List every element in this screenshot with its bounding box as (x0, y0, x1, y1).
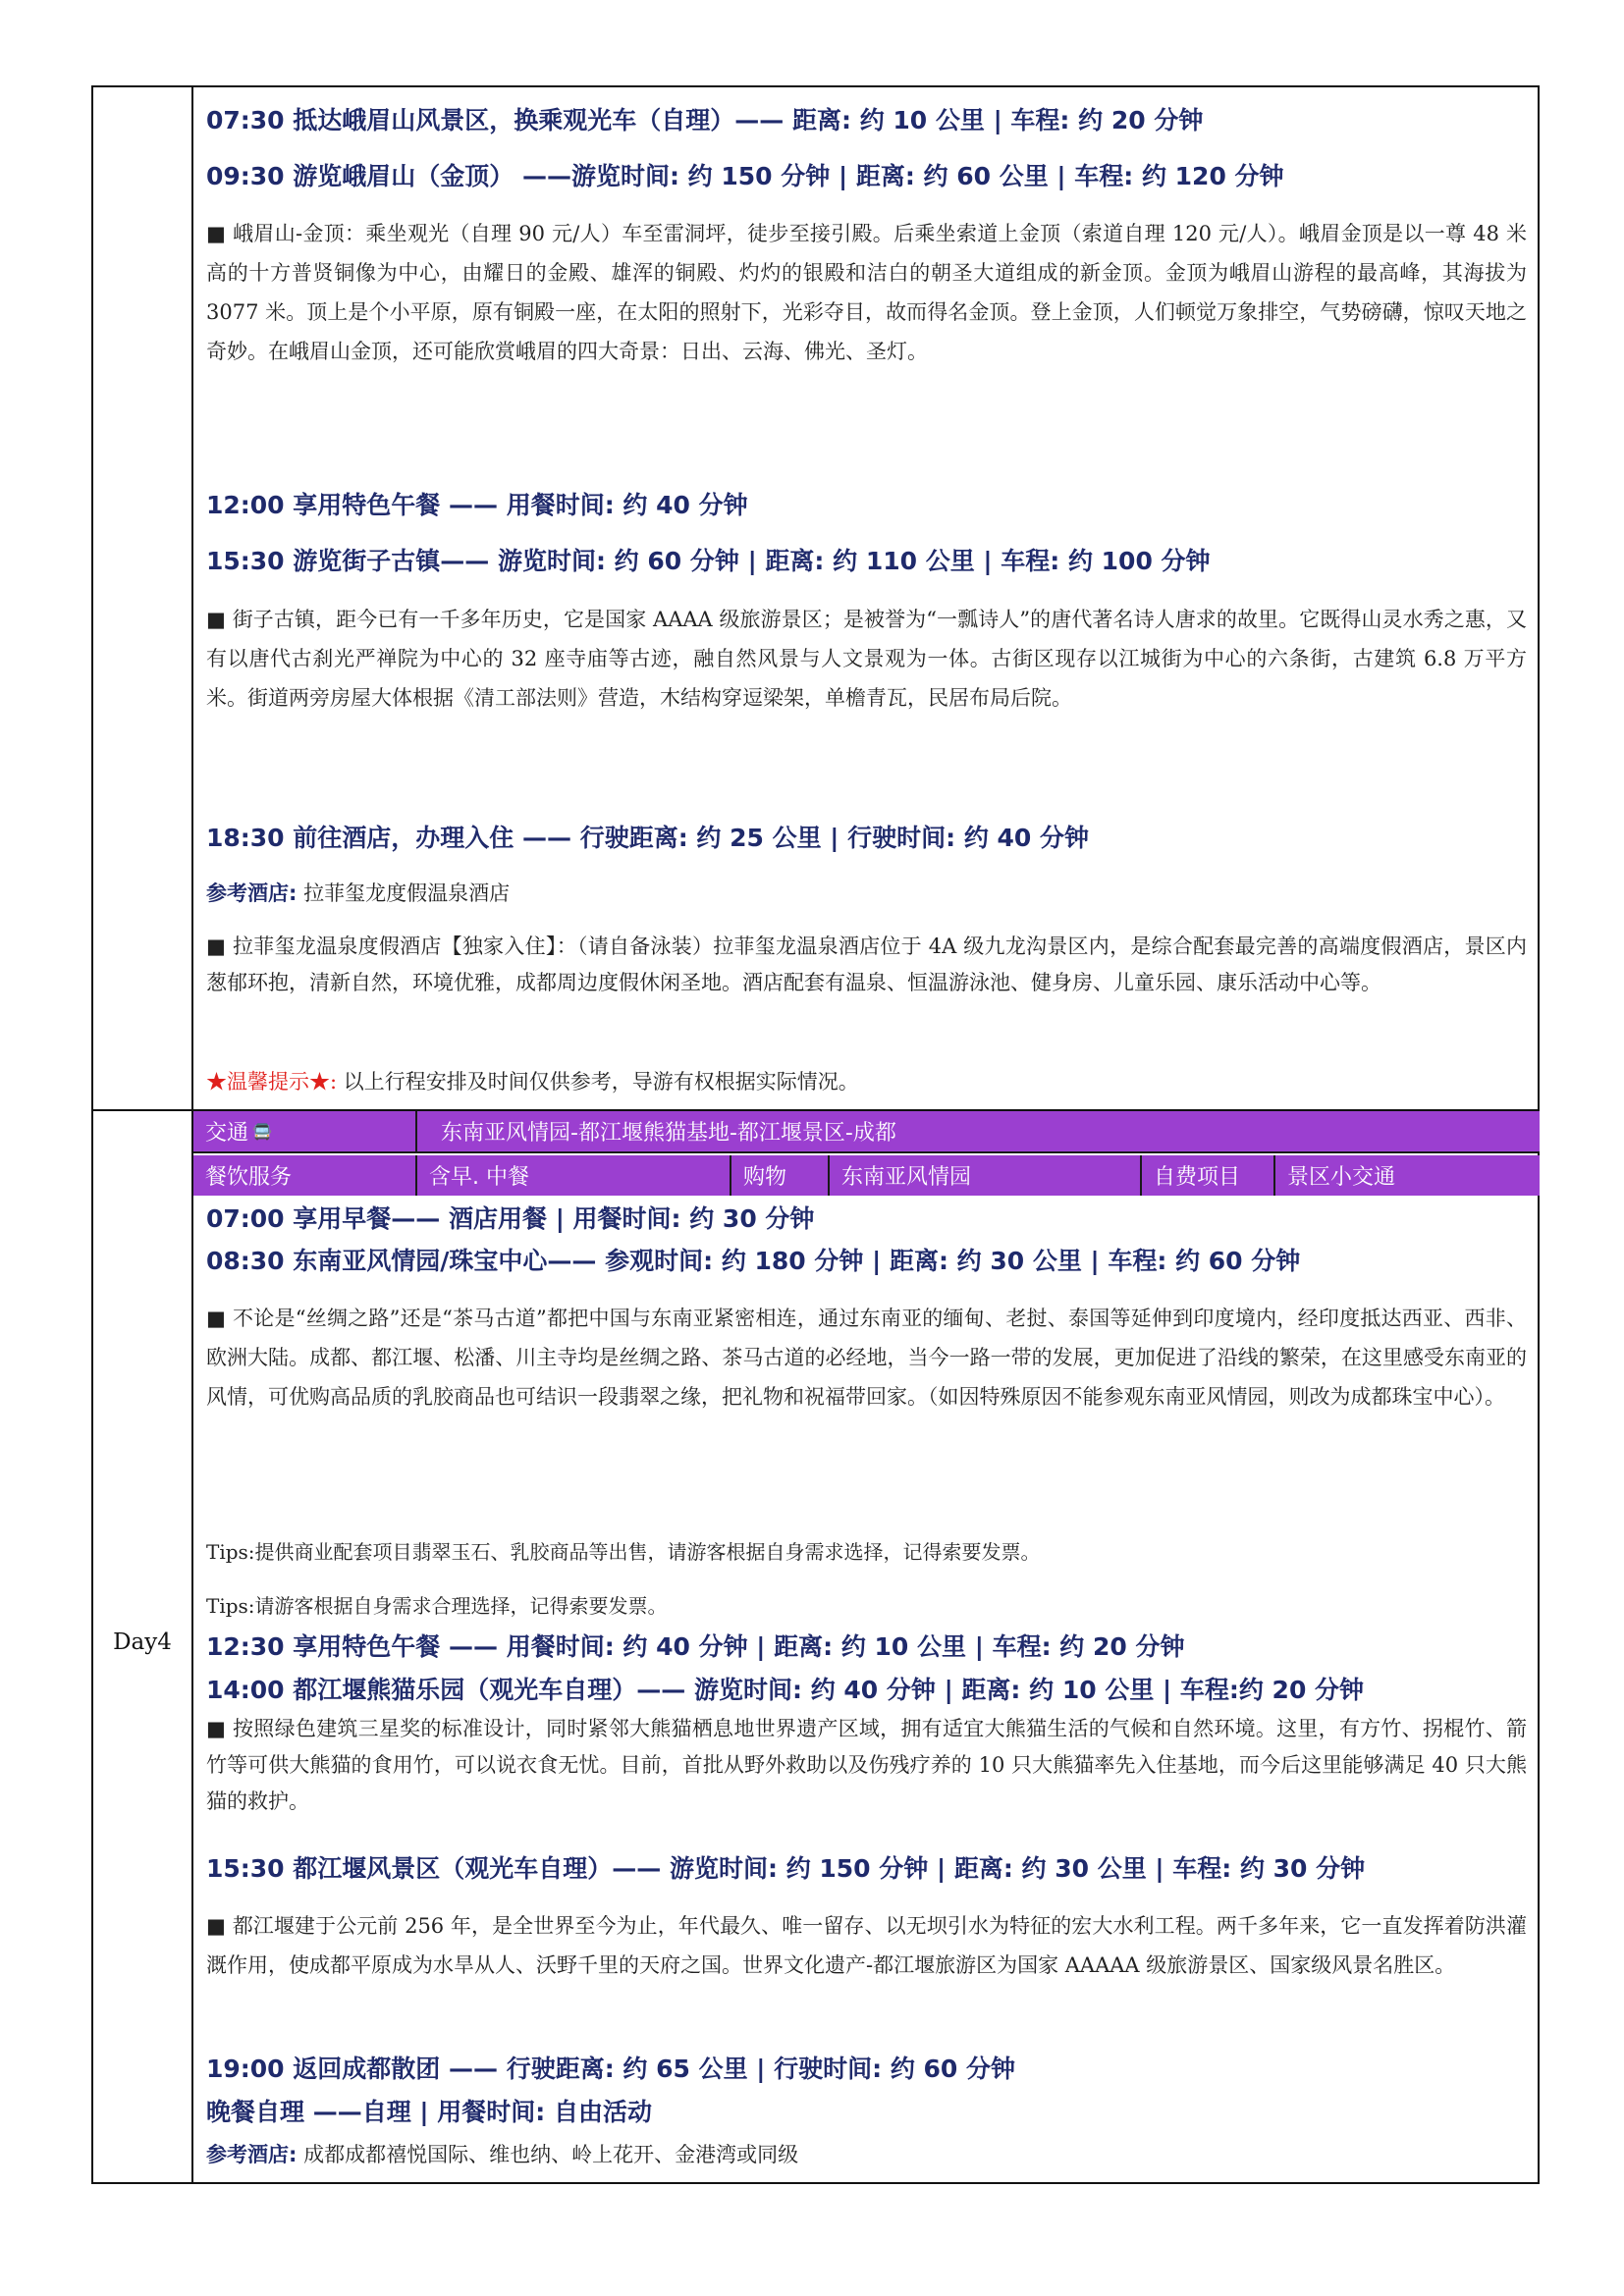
bullet-square-icon: ■ (206, 1717, 227, 1740)
service-row (193, 1155, 1540, 1196)
schedule-heading: 14:00 都江堰熊猫乐园（观光车自理）—— 游览时间: 约 40 分钟 | 距离: 约 10 公里 | 车程:约 20 分钟 (206, 1676, 1365, 1704)
meal-value-cell: 含早. 中餐 (417, 1155, 731, 1196)
hotel-label: 参考酒店: (206, 881, 298, 905)
warm-tip-label: ★温馨提示★: (206, 1070, 338, 1094)
warm-tip-text: 以上行程安排及时间仅供参考，导游有权根据实际情况。 (343, 1070, 859, 1094)
schedule-heading: 07:30 抵达峨眉山风景区，换乘观光车（自理）—— 距离: 约 10 公里 | 车程: 约 20 分钟 (206, 106, 1204, 134)
shopping-value-cell: 东南亚风情园 (830, 1155, 1142, 1196)
bullet-square-icon: ■ (206, 222, 227, 245)
bus-icon: 🚍 (252, 1122, 272, 1141)
schedule-heading: 12:30 享用特色午餐 —— 用餐时间: 约 40 分钟 | 距离: 约 10 公里 | 车程: 约 20 分钟 (206, 1632, 1185, 1661)
tips-line: Tips:提供商业配套项目翡翠玉石、乳胶商品等出售，请游客根据自身需求选择，记得索要发票。 (206, 1540, 1041, 1564)
hotel-line (206, 874, 1527, 913)
bullet-square-icon: ■ (206, 1914, 226, 1938)
description-paragraph: ■ 按照绿色建筑三星奖的标准设计，同时紧邻大熊猫栖息地世界遗产区域，拥有适宜大熊猫生活的气候和自然环境。这里，有方竹、拐棍竹、箭竹等可供大熊猫的食用竹，可以说衣食无忧。目前，首批从野外救助以及伤残疗养的 10 只大熊猫率先入住基地，而今后这里能够满足 40 只大熊猫的救护。 (206, 1717, 1527, 1813)
route-cell: 东南亚风情园-都江堰熊猫基地-都江堰景区-成都 (441, 1121, 896, 1146)
hotel-value: 拉菲玺龙度假温泉酒店 (303, 881, 511, 905)
bullet-square-icon: ■ (206, 608, 226, 631)
transport-row (193, 1111, 1540, 1153)
description-paragraph: ■ 不论是“丝绸之路”还是“茶马古道”都把中国与东南亚紧密相连，通过东南亚的缅甸、老挝、泰国等延伸到印度境内，经印度抵达西亚、西非、欧洲大陆。成都、都江堰、松潘、川主寺均是丝绸之路、茶马古道的必经地，当今一路一带的发展，更加促进了沿线的繁荣，在这里感受东南亚的风情，可优购高品质的乳胶商品也可结识一段翡翠之缘，把礼物和祝福带回家。（如因特殊原因不能参观东南亚风情园，则改为成都珠宝中心）。 (206, 1307, 1527, 1409)
description-paragraph: ■ 街子古镇，距今已有一千多年历史，它是国家 AAAA 级旅游景区；是被誉为“一瓢诗人”的唐代著名诗人唐求的故里。它既得山灵水秀之惠，又有以唐代古刹光严禅院为中心的 32 座寺庙等古迹，融自然风景与人文景观为一体。古街区现存以江城街为中心的六条街，古建筑 6.8 万平方米。街道两旁房屋大体根据《清工部法则》营造，木结构穿逗梁架，单檐青瓦，民居布局后院。 (206, 608, 1527, 710)
schedule-heading: 09:30 游览峨眉山（金顶） ——游览时间: 约 150 分钟 | 距离: 约 60 公里 | 车程: 约 120 分钟 (206, 162, 1284, 190)
tips-line: Tips:请游客根据自身需求合理选择，记得索要发票。 (206, 1594, 668, 1618)
schedule-heading: 晚餐自理 ——自理 | 用餐时间: 自由活动 (206, 2098, 652, 2126)
hotel-value: 成都成都禧悦国际、维也纳、岭上花开、金港湾或同级 (303, 2143, 799, 2166)
hotel-label: 参考酒店: (206, 2143, 298, 2166)
day-label: Day4 (113, 1629, 172, 1655)
hotel-line (206, 2135, 1527, 2174)
schedule-heading: 19:00 返回成都散团 —— 行驶距离: 约 65 公里 | 行驶时间: 约 60 分钟 (206, 2055, 1016, 2083)
schedule-heading: 07:00 享用早餐—— 酒店用餐 | 用餐时间: 约 30 分钟 (206, 1204, 815, 1233)
schedule-heading: 15:30 游览街子古镇—— 游览时间: 约 60 分钟 | 距离: 约 110 公里 | 车程: 约 100 分钟 (206, 547, 1211, 575)
bullet-square-icon: ■ (206, 934, 227, 958)
schedule-heading: 08:30 东南亚风情园/珠宝中心—— 参观时间: 约 180 分钟 | 距离: 约 30 公里 | 车程: 约 60 分钟 (206, 1247, 1301, 1275)
self-pay-value-cell: 景区小交通 (1287, 1165, 1396, 1190)
bullet-square-icon: ■ (206, 1307, 227, 1330)
self-pay-label-cell: 自费项目 (1142, 1155, 1275, 1196)
shopping-label-cell: 购物 (731, 1155, 830, 1196)
description-paragraph: ■ 峨眉山-金顶：乘坐观光（自理 90 元/人）车至雷洞坪，徒步至接引殿。后乘坐索道上金顶（索道自理 120 元/人）。峨眉金顶是以一尊 48 米高的十方普贤铜像为中心，由耀日的金殿、雄浑的铜殿、灼灼的银殿和洁白的朝圣大道组成的新金顶。金顶为峨眉山游程的最高峰，其海拔为 3077 米。顶上是个小平原，原有铜殿一座，在太阳的照射下，光彩夺目，故而得名金顶。登上金顶，人们顿觉万象排空，气势磅礴，惊叹天地之奇妙。在峨眉山金顶，还可能欣赏峨眉的四大奇景：日出、云海、佛光、圣灯。 (206, 222, 1527, 363)
description-paragraph: ■ 都江堰建于公元前 256 年，是全世界至今为止，年代最久、唯一留存、以无坝引水为特征的宏大水利工程。两千多年来，它一直发挥着防洪灌溉作用，使成都平原成为水旱从人、沃野千里的天府之国。世界文化遗产-都江堰旅游区为国家 AAAAA 级旅游景区、国家级风景名胜区。 (206, 1914, 1527, 1977)
schedule-heading: 12:00 享用特色午餐 —— 用餐时间: 约 40 分钟 (206, 491, 748, 519)
meal-label-cell: 餐饮服务 (193, 1155, 417, 1196)
schedule-heading: 15:30 都江堰风景区（观光车自理）—— 游览时间: 约 150 分钟 | 距离: 约 30 公里 | 车程: 约 30 分钟 (206, 1854, 1366, 1883)
warm-tip (206, 1062, 1527, 1101)
description-paragraph: ■ 拉菲玺龙温泉度假酒店【独家入住】：（请自备泳装）拉菲玺龙温泉酒店位于 4A 级九龙沟景区内，是综合配套最完善的高端度假酒店，景区内葱郁环抱，清新自然，环境优雅，成都周边度假休闲圣地。酒店配套有温泉、恒温游泳池、健身房、儿童乐园、康乐活动中心等。 (206, 934, 1527, 994)
schedule-heading: 18:30 前往酒店，办理入住 —— 行驶距离: 约 25 公里 | 行驶时间: 约 40 分钟 (206, 824, 1090, 852)
transport-label-cell: 交通 🚍 (193, 1111, 417, 1151)
